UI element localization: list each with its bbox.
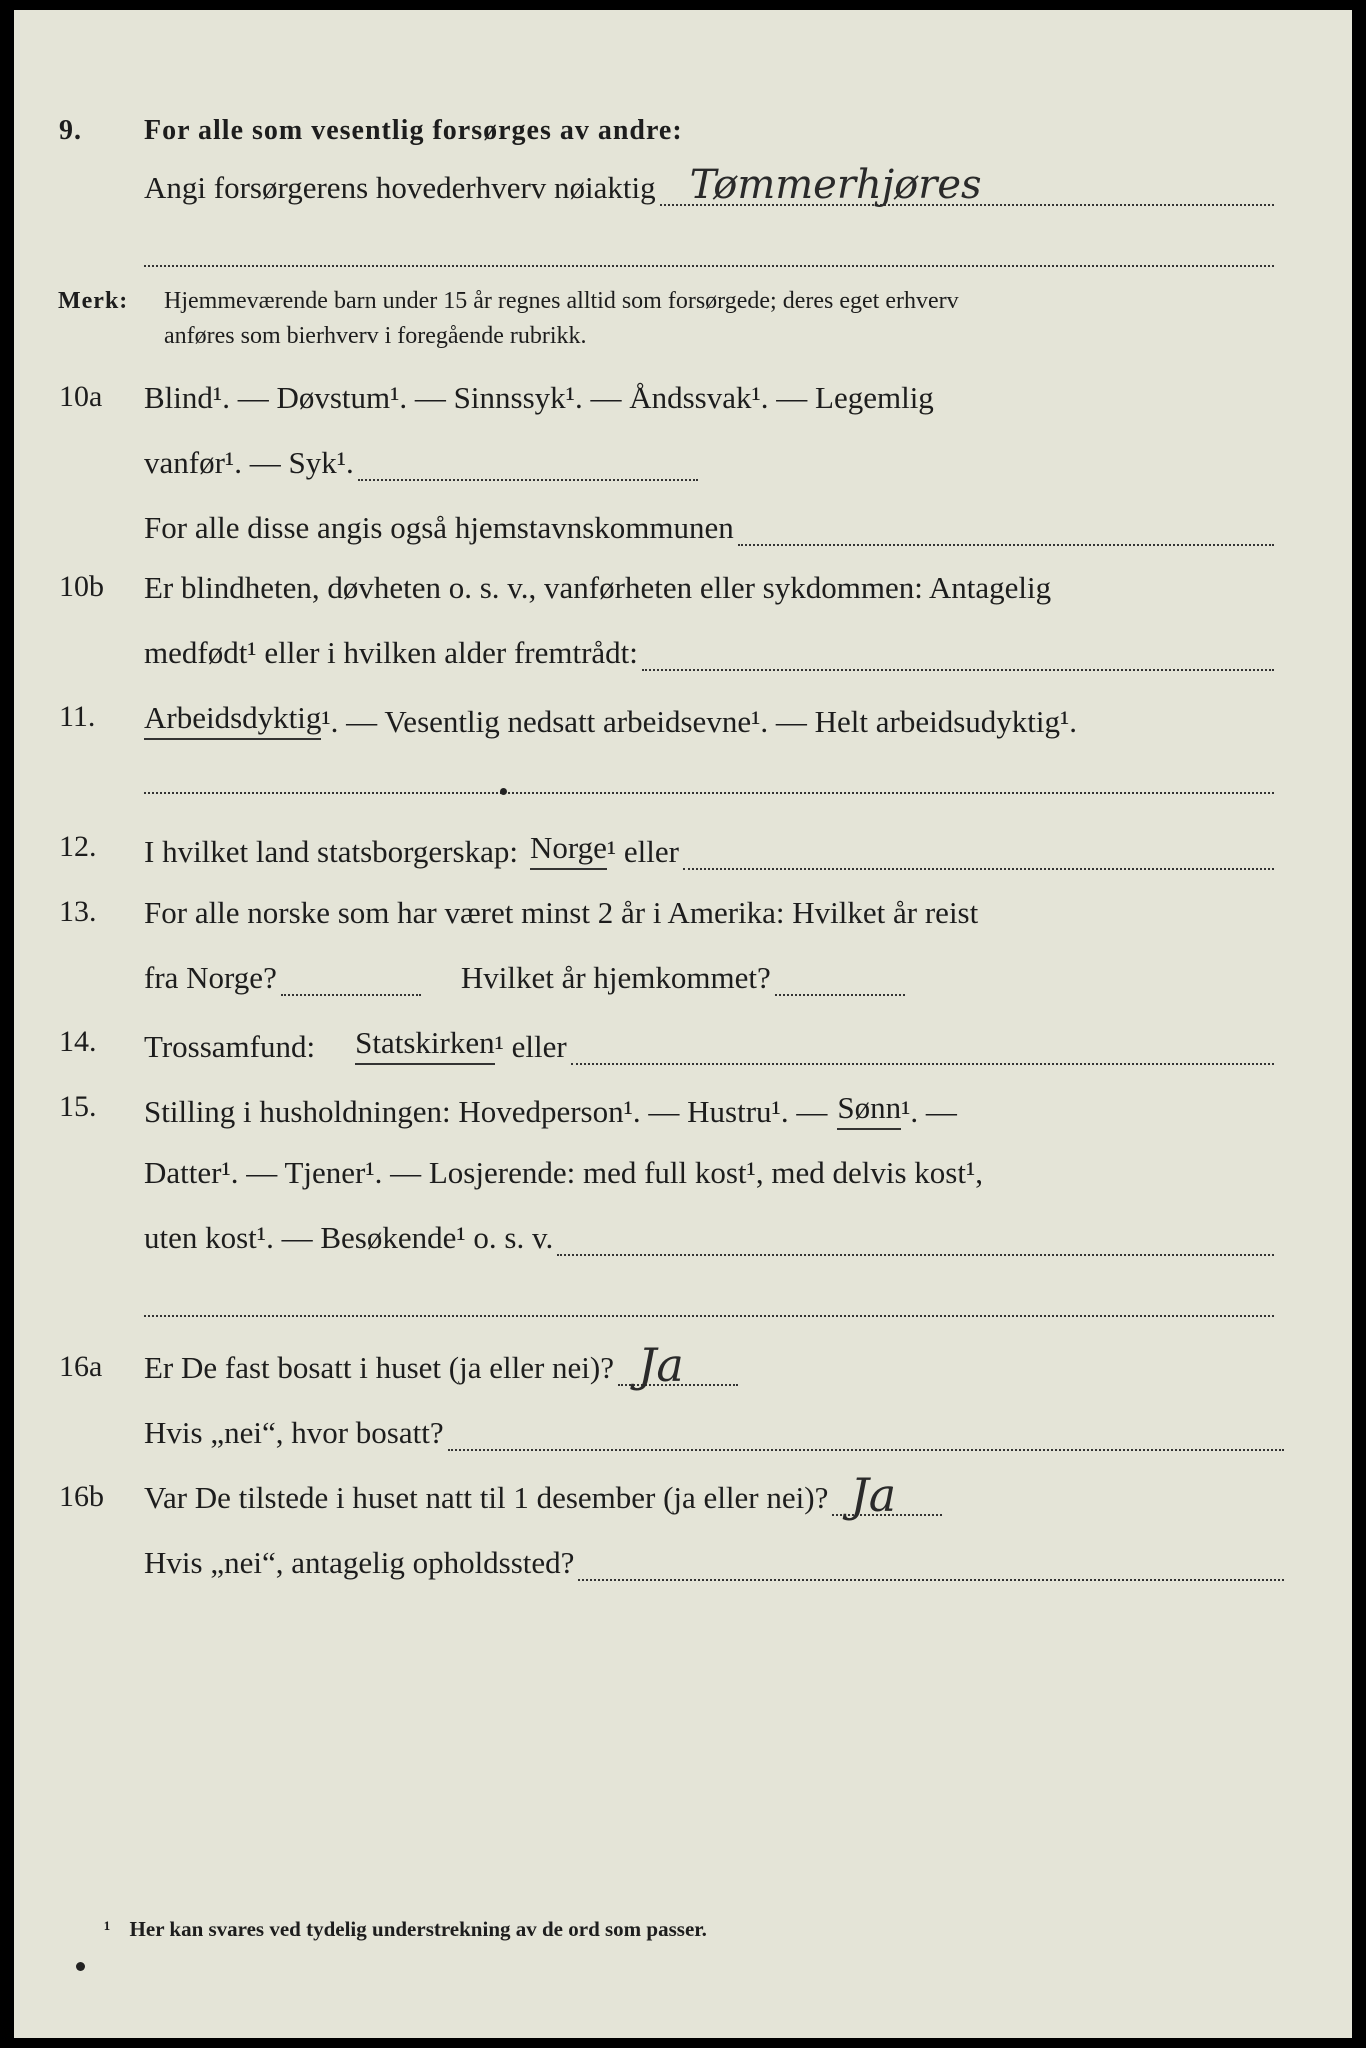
q12-row [14, 830, 1352, 880]
q15-row-2 [14, 1155, 1352, 1205]
q10b-line-2-wrap [144, 635, 1274, 671]
q15-line-1-wrap [144, 1090, 957, 1130]
q15-number: 15. [59, 1090, 97, 1123]
q15-other-field[interactable] [557, 1228, 1274, 1256]
q10b-row-2 [14, 635, 1352, 685]
footnote-text: Her kan svares ved tydelig understrekning av de ord som passer. [129, 1917, 707, 1941]
q16a-handwritten-answer: Ja [637, 1338, 684, 1392]
q13-line-2b: Hvilket år hjemkommet? [460, 960, 771, 995]
q16b-number: 16b [59, 1480, 104, 1513]
q11-row [14, 700, 1352, 750]
q13-return-year-field[interactable] [775, 968, 905, 996]
q9-answer-field[interactable] [660, 162, 1274, 208]
q14-other-faith-field[interactable] [571, 1037, 1274, 1065]
q14-number: 14. [59, 1025, 97, 1058]
census-form-page [14, 10, 1352, 2038]
q12-pre: I hvilket land statsborgerskap: [144, 834, 518, 869]
q10a-line-1: Blind¹. — Døvstum¹. — Sinnssyk¹. — Åndssvak¹. — Legemlig [144, 380, 934, 415]
q16b-row-1 [14, 1468, 1352, 1530]
q16a-line-2-wrap [144, 1415, 1284, 1451]
q9-answer-row [14, 162, 1352, 220]
q16b-handwritten-answer: Ja [850, 1468, 897, 1522]
q15-underlined-option[interactable]: Sønn [837, 1090, 901, 1130]
q16a-line-1-wrap [144, 1338, 738, 1392]
q16b-answer-field[interactable] [832, 1468, 942, 1522]
q16b-line-1-wrap [144, 1468, 942, 1522]
q13-emigration-year-field[interactable] [281, 968, 421, 996]
q16b-line-2: Hvis „nei“, antagelig opholdssted? [144, 1545, 575, 1580]
merk-row-2 [14, 323, 1352, 373]
q11-number: 11. [59, 700, 96, 733]
q11-extra-line [144, 792, 1274, 794]
q10b-line-2: medfødt¹ eller i hvilken alder fremtrådt: [144, 635, 638, 670]
q15-line-2: Datter¹. — Tjener¹. — Losjerende: med full kost¹, med delvis kost¹, [144, 1155, 983, 1190]
q12-line-wrap [144, 830, 1274, 870]
merk-line-1: Hjemmeværende barn under 15 år regnes alltid som forsørgede; deres eget erhverv [164, 288, 959, 314]
q9-label-wrap [144, 162, 1274, 208]
q15-row-1 [14, 1090, 1352, 1140]
q14-post: ¹ eller [494, 1029, 567, 1064]
q10a-row-2 [14, 445, 1352, 495]
q10b-number: 10b [59, 570, 104, 603]
q13-row-2 [14, 960, 1352, 1010]
q10b-onset-field[interactable] [642, 643, 1274, 671]
q10a-home-municipality-field[interactable] [738, 518, 1274, 546]
q15-line-3-wrap [144, 1220, 1274, 1256]
q16b-line-2-wrap [144, 1545, 1284, 1581]
q11-line-wrap [144, 700, 1077, 740]
q13-line-1: For alle norske som har været minst 2 år i Amerika: Hvilket år reist [144, 895, 979, 930]
q12-underlined-option[interactable]: Norge [530, 830, 607, 870]
q10a-line-3-wrap [144, 510, 1274, 546]
merk-label: Merk: [58, 288, 129, 314]
q10a-row-1 [14, 380, 1352, 430]
q13-line-2a: fra Norge? [144, 960, 277, 995]
q16b-line-1: Var De tilstede i huset natt til 1 desember (ja eller nei)? [144, 1480, 829, 1515]
q15-line-3: uten kost¹. — Besøkende¹ o. s. v. [144, 1220, 554, 1255]
q9-title-row [14, 115, 1352, 165]
q15-line-1b: ¹. — [901, 1094, 957, 1129]
q10a-line-2: vanfør¹. — Syk¹. [144, 445, 354, 480]
q9-extra-line [144, 265, 1274, 267]
q13-row-1 [14, 895, 1352, 945]
q15-line-1a: Stilling i husholdningen: Hovedperson¹. — Hustru¹. — [144, 1094, 828, 1129]
q9-number: 9. [59, 115, 82, 146]
q10a-sick-field[interactable] [358, 453, 698, 481]
q16b-whereabouts-field[interactable] [578, 1553, 1284, 1581]
q14-line-wrap [144, 1025, 1274, 1065]
q11-underlined-option[interactable]: Arbeidsdyktig [144, 700, 321, 740]
merk-line-2: anføres som bierhverv i foregående rubrikk. [164, 323, 587, 349]
q16a-number: 16a [59, 1350, 103, 1383]
q16a-row-2 [14, 1415, 1352, 1465]
q16a-residence-field[interactable] [448, 1423, 1284, 1451]
q10a-row-3 [14, 510, 1352, 560]
q16a-line-1: Er De fast bosatt i huset (ja eller nei)? [144, 1350, 614, 1385]
q10a-line-2-wrap [144, 445, 698, 481]
q14-underlined-option[interactable]: Statskirken [355, 1025, 495, 1065]
q12-post: ¹ eller [606, 834, 679, 869]
q10b-row-1 [14, 570, 1352, 620]
q15-extra-line [144, 1315, 1274, 1317]
q16a-row-1 [14, 1338, 1352, 1400]
q10b-line-1: Er blindheten, døvheten o. s. v., vanførheten eller sykdommen: Antagelig [144, 570, 1052, 605]
q12-other-country-field[interactable] [683, 842, 1274, 870]
q9-title: For alle som vesentlig forsørges av andre: [144, 115, 683, 146]
q16a-answer-field[interactable] [618, 1338, 738, 1392]
q12-number: 12. [59, 830, 97, 863]
ink-speck [76, 1962, 85, 1971]
q13-number: 13. [59, 895, 97, 928]
q16a-line-2: Hvis „nei“, hvor bosatt? [144, 1415, 444, 1450]
footnote-mark: ¹ [104, 1917, 111, 1941]
q9-label: Angi forsørgerens hovederhverv nøiaktig [144, 170, 656, 205]
q14-row [14, 1025, 1352, 1075]
q15-row-3 [14, 1220, 1352, 1270]
q16b-row-2 [14, 1545, 1352, 1595]
footnote [104, 1917, 707, 1942]
q9-handwritten-answer: Tømmerhjøres [689, 162, 982, 208]
q10a-number: 10a [59, 380, 103, 413]
q14-pre: Trossamfund: [144, 1029, 316, 1064]
q10a-line-3: For alle disse angis også hjemstavnskommunen [144, 510, 734, 545]
q11-rest: ¹. — Vesentlig nedsatt arbeidsevne¹. — Helt arbeidsudyktig¹. [321, 704, 1078, 739]
q13-line-2-wrap [144, 960, 905, 996]
ink-dot [500, 788, 507, 795]
